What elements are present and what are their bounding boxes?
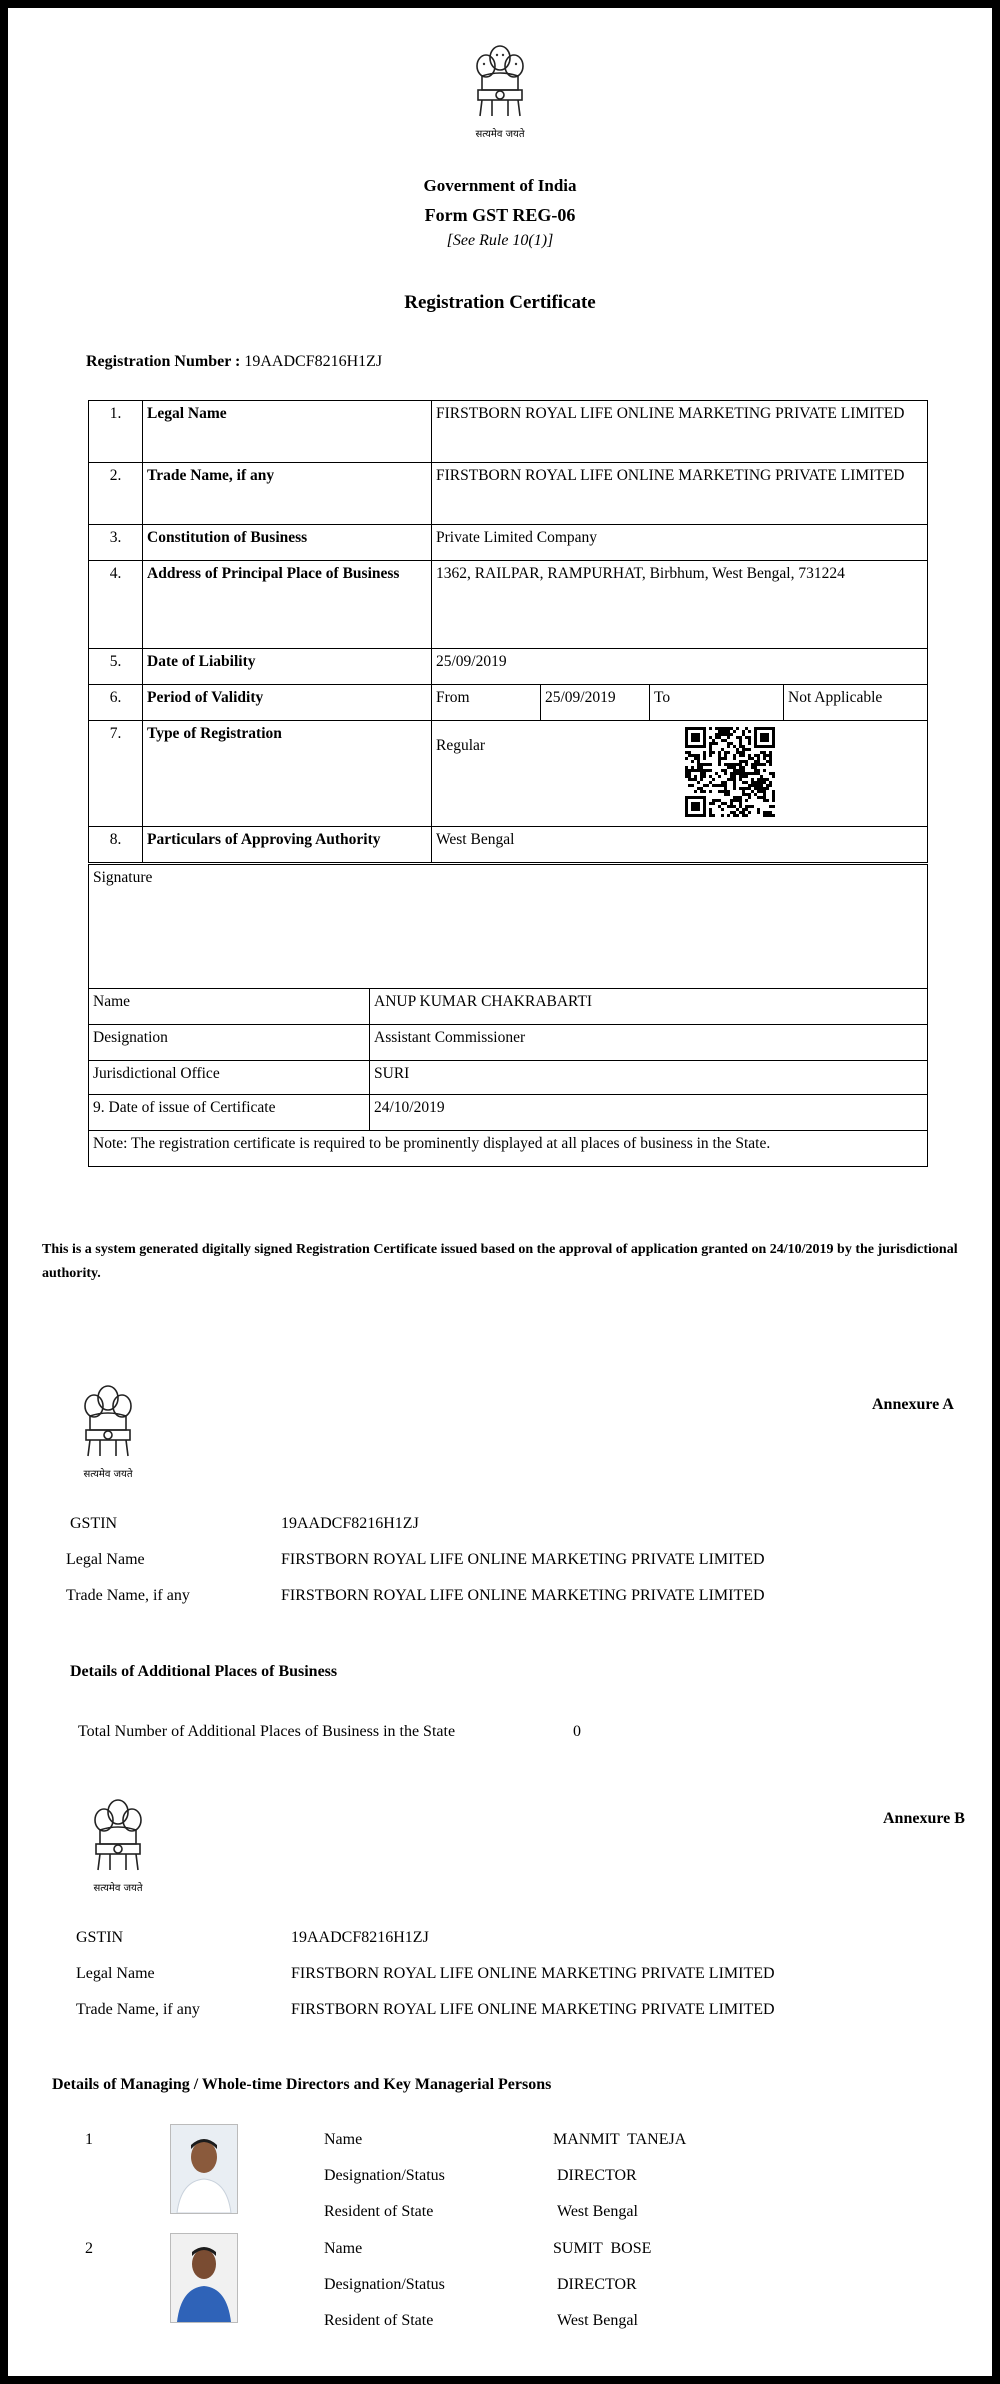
gstin-value: 19AADCF8216H1ZJ xyxy=(281,1515,419,1532)
table-row xyxy=(89,721,928,827)
validity-to-label: To xyxy=(650,685,784,721)
table-row xyxy=(89,561,928,649)
row-number: 1. xyxy=(89,401,143,463)
table-row xyxy=(89,1095,928,1131)
system-generated-note: This is a system generated digitally signed Registration Certificate issued based on the approval of application granted on 24/10/2019 by the jurisdictional authority. xyxy=(42,1242,958,1281)
row-number: 2. xyxy=(89,463,143,525)
directors-heading: Details of Managing / Whole-time Directors and Key Managerial Persons xyxy=(52,2076,552,2093)
person-designation-label: Designation/Status xyxy=(324,2276,445,2293)
person-number: 1 xyxy=(85,2131,93,2148)
government-heading: Government of India xyxy=(423,176,577,195)
row-number: 6. xyxy=(89,685,143,721)
row-number: 3. xyxy=(89,525,143,561)
display-note: Note: The registration certificate is required to be prominently displayed at all places of business in the State. xyxy=(89,1131,928,1167)
row-label: Legal Name xyxy=(143,401,432,463)
table-row xyxy=(89,827,928,863)
row-value: FIRSTBORN ROYAL LIFE ONLINE MARKETING PRIVATE LIMITED xyxy=(432,401,928,463)
row-label: Date of Liability xyxy=(143,649,432,685)
legal-name-label: Legal Name xyxy=(76,1965,155,1982)
gstin-label: GSTIN xyxy=(76,1929,124,1946)
table-row xyxy=(89,1025,928,1061)
director-photo xyxy=(170,2124,238,2214)
row-label: Type of Registration xyxy=(143,721,432,827)
trade-name-label: Trade Name, if any xyxy=(66,1587,190,1604)
additional-places-count: 0 xyxy=(573,1723,581,1740)
motto-text: सत्यमेव जयते xyxy=(93,1883,143,1894)
table-row xyxy=(89,463,928,525)
table-row xyxy=(89,525,928,561)
registration-number xyxy=(86,353,382,371)
row-value: West Bengal xyxy=(432,827,928,863)
issue-date-value: 24/10/2019 xyxy=(370,1095,928,1131)
form-heading: Form GST REG-06 xyxy=(424,205,576,225)
person-designation-label: Designation/Status xyxy=(324,2167,445,2184)
national-emblem-icon xyxy=(76,1378,140,1480)
designation-label: Designation xyxy=(89,1025,370,1061)
row-label: Trade Name, if any xyxy=(143,463,432,525)
national-emblem-icon xyxy=(468,38,532,140)
row-value: FIRSTBORN ROYAL LIFE ONLINE MARKETING PRIVATE LIMITED xyxy=(432,463,928,525)
issue-date-label: 9. Date of issue of Certificate xyxy=(89,1095,370,1131)
trade-name-label: Trade Name, if any xyxy=(76,2001,200,2018)
validity-from-label: From xyxy=(432,685,541,721)
trade-name-value: FIRSTBORN ROYAL LIFE ONLINE MARKETING PRIVATE LIMITED xyxy=(291,2001,775,2018)
registration-number-label: Registration Number : xyxy=(86,353,241,370)
row-number: 7. xyxy=(89,721,143,827)
row-label: Constitution of Business xyxy=(143,525,432,561)
row-value: Private Limited Company xyxy=(432,525,928,561)
person-number: 2 xyxy=(85,2240,93,2257)
trade-name-value: FIRSTBORN ROYAL LIFE ONLINE MARKETING PRIVATE LIMITED xyxy=(281,1587,765,1604)
person-name-label: Name xyxy=(324,2131,363,2148)
validity-from-date: 25/09/2019 xyxy=(541,685,650,721)
person-state-label: Resident of State xyxy=(324,2312,434,2329)
designation-value: Assistant Commissioner xyxy=(370,1025,928,1061)
table-row xyxy=(89,1131,928,1167)
officer-name-label: Name xyxy=(89,989,370,1025)
table-row xyxy=(89,401,928,463)
table-row xyxy=(89,685,928,721)
office-label: Jurisdictional Office xyxy=(89,1061,370,1095)
person-name-label: Name xyxy=(324,2240,363,2257)
registration-number-value: 19AADCF8216H1ZJ xyxy=(244,353,383,370)
office-value: SURI xyxy=(370,1061,928,1095)
row-label: Address of Principal Place of Business xyxy=(143,561,432,649)
national-emblem-icon xyxy=(86,1792,150,1894)
table-row xyxy=(89,989,928,1025)
person-name: SUMIT BOSE xyxy=(553,2240,652,2257)
row-value-cell xyxy=(432,721,928,827)
officer-name: ANUP KUMAR CHAKRABARTI xyxy=(370,989,928,1025)
table-row xyxy=(89,1061,928,1095)
registration-type: Regular xyxy=(436,737,486,754)
certificate-table xyxy=(88,400,928,863)
row-label: Period of Validity xyxy=(143,685,432,721)
legal-name-value: FIRSTBORN ROYAL LIFE ONLINE MARKETING PRIVATE LIMITED xyxy=(291,1965,775,1982)
person-state: West Bengal xyxy=(557,2203,638,2220)
row-value: 25/09/2019 xyxy=(432,649,928,685)
row-value: 1362, RAILPAR, RAMPURHAT, Birbhum, West Bengal, 731224 xyxy=(432,561,928,649)
additional-places-label: Total Number of Additional Places of Business in the State xyxy=(78,1723,456,1740)
legal-name-value: FIRSTBORN ROYAL LIFE ONLINE MARKETING PRIVATE LIMITED xyxy=(281,1551,765,1568)
gstin-label: GSTIN xyxy=(70,1515,118,1532)
annexure-b-title: Annexure B xyxy=(883,1810,965,1827)
row-label: Particulars of Approving Authority xyxy=(143,827,432,863)
certificate-title: Registration Certificate xyxy=(404,292,596,313)
row-number: 8. xyxy=(89,827,143,863)
person-name: MANMIT TANEJA xyxy=(553,2131,687,2148)
signature-label: Signature xyxy=(89,865,928,989)
person-designation: DIRECTOR xyxy=(557,2276,637,2293)
validity-to-value: Not Applicable xyxy=(784,685,928,721)
director-photo xyxy=(170,2233,238,2323)
signature-table xyxy=(88,864,928,1167)
person-state-label: Resident of State xyxy=(324,2203,434,2220)
motto-text: सत्यमेव जयते xyxy=(475,129,525,140)
gstin-value: 19AADCF8216H1ZJ xyxy=(291,1929,429,1946)
person-state: West Bengal xyxy=(557,2312,638,2329)
person-designation: DIRECTOR xyxy=(557,2167,637,2184)
row-number: 5. xyxy=(89,649,143,685)
motto-text: सत्यमेव जयते xyxy=(83,1469,133,1480)
legal-name-label: Legal Name xyxy=(66,1551,145,1568)
additional-places-heading: Details of Additional Places of Business xyxy=(70,1663,338,1680)
annexure-a-title: Annexure A xyxy=(872,1396,954,1413)
table-row xyxy=(89,649,928,685)
qr-code-icon xyxy=(685,727,775,821)
row-number: 4. xyxy=(89,561,143,649)
signature-row xyxy=(89,865,928,989)
rule-reference: [See Rule 10(1)] xyxy=(446,232,554,249)
